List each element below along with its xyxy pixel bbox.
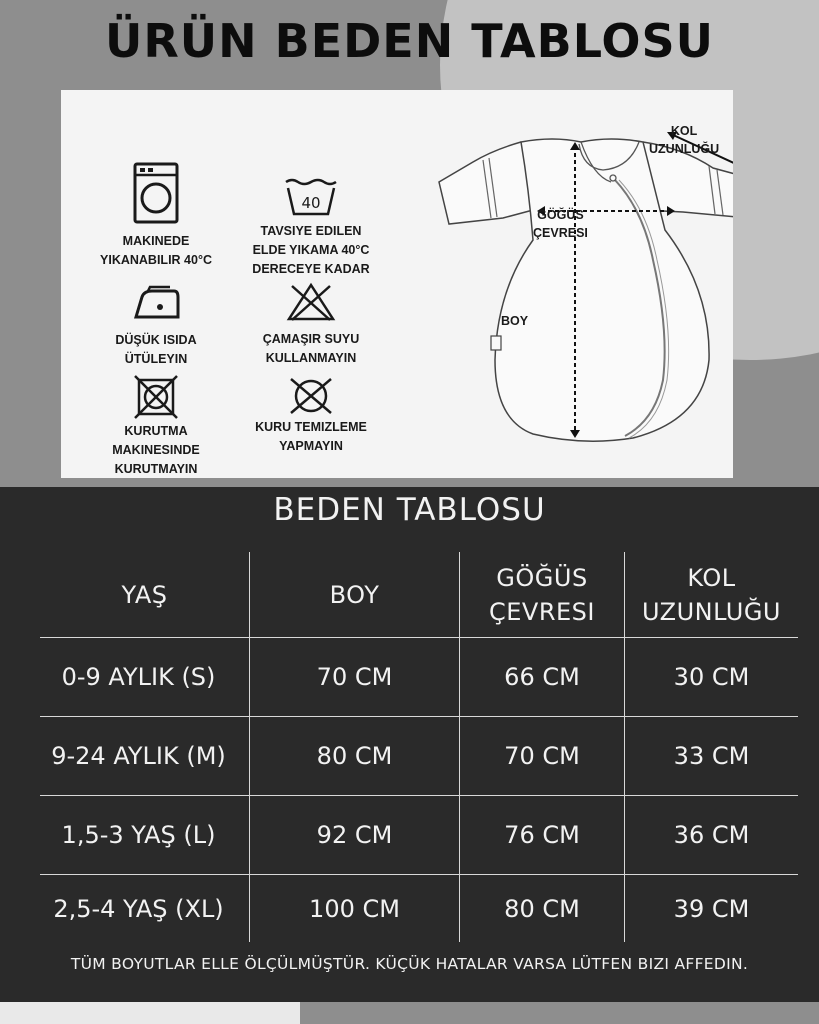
care-item-no-bleach xyxy=(231,282,391,368)
care-item-no-dry-clean xyxy=(231,376,391,456)
care-text: MAKINESINDE xyxy=(112,443,200,457)
table-title: BEDEN TABLOSU xyxy=(273,492,546,528)
table-cell-sleeve: 30 CM xyxy=(673,663,750,691)
table-cell-age: 2,5-4 YAŞ (XL) xyxy=(53,895,224,923)
table-cell-chest: 70 CM xyxy=(504,742,580,770)
care-text: YAPMAYIN xyxy=(279,439,343,453)
care-text: DÜŞÜK ISIDA xyxy=(115,333,197,347)
table-cell-chest: 80 CM xyxy=(504,895,580,923)
table-cell-height: 70 CM xyxy=(316,663,393,691)
page-title: ÜRÜN BEDEN TABLOSU xyxy=(105,14,714,68)
header-age: YAŞ xyxy=(121,580,168,609)
washing-machine-icon xyxy=(133,162,179,224)
care-text: DERECEYE KADAR xyxy=(252,262,370,276)
table-cell-sleeve: 36 CM xyxy=(673,821,750,849)
care-text: KURUTMA xyxy=(124,424,188,438)
no-tumble-dry-icon xyxy=(133,374,179,420)
header-sleeve: KOL UZUNLUĞU xyxy=(641,563,781,626)
header-height: BOY xyxy=(329,580,380,609)
table-cell-height: 80 CM xyxy=(316,742,393,770)
care-item-iron xyxy=(86,285,226,369)
bottom-strip-light xyxy=(0,1002,300,1024)
table-cell-sleeve: 33 CM xyxy=(673,742,750,770)
care-text: YIKANABILIR 40°C xyxy=(100,253,212,267)
care-text: KULLANMAYIN xyxy=(265,351,357,365)
table-cell-height: 92 CM xyxy=(316,821,393,849)
care-text: ELDE YIKAMA 40°C xyxy=(252,243,370,257)
table-cell-sleeve: 39 CM xyxy=(673,895,750,923)
table-cell-chest: 76 CM xyxy=(504,821,580,849)
sleeve-length-label: KOL UZUNLUĞU xyxy=(649,124,720,156)
no-bleach-icon xyxy=(286,282,336,322)
footer-note: TÜM BOYUTLAR ELLE ÖLÇÜLMÜŞTÜR. KÜÇÜK HATALAR VARSA LÜTFEN BIZI AFFEDIN. xyxy=(70,955,749,973)
height-label: BOY xyxy=(501,314,529,328)
table-cell-age: 0-9 AYLIK (S) xyxy=(61,663,216,691)
chest-label: GÖĞÜS ÇEVRESI xyxy=(533,208,588,240)
care-text: KURUTMAYIN xyxy=(114,462,198,476)
iron-low-heat-icon xyxy=(130,285,182,321)
care-item-no-tumble-dry xyxy=(86,374,226,479)
hand-wash-40-icon xyxy=(284,178,338,218)
care-text: ÇAMAŞIR SUYU xyxy=(262,332,360,346)
care-panel xyxy=(61,90,733,478)
table-cell-age: 9-24 AYLIK (M) xyxy=(51,742,226,770)
header-chest: GÖĞÜS ÇEVRESI xyxy=(489,563,595,626)
care-text: KURU TEMIZLEME xyxy=(255,420,367,434)
care-text: TAVSIYE EDILEN xyxy=(260,224,362,238)
table-cell-height: 100 CM xyxy=(309,895,400,923)
care-item-machine-wash xyxy=(86,162,226,270)
care-text: MAKINEDE xyxy=(122,234,190,248)
no-dry-clean-icon xyxy=(286,376,336,416)
svg-text:40: 40 xyxy=(301,194,321,212)
table-cell-age: 1,5-3 YAŞ (L) xyxy=(61,821,216,849)
care-text: ÜTÜLEYIN xyxy=(124,352,188,366)
table-cell-chest: 66 CM xyxy=(504,663,580,691)
care-item-hand-wash xyxy=(231,178,391,279)
